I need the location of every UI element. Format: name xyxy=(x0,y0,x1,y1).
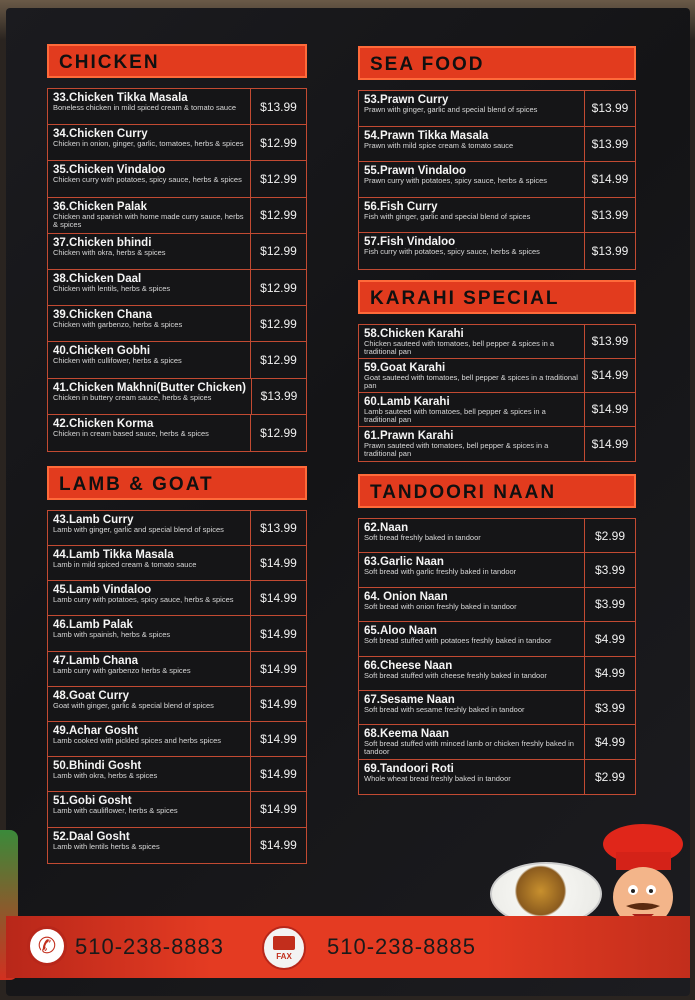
menu-item-description: Lamb curry with potatoes, spicy sauce, herbs & spices xyxy=(53,595,234,605)
menu-item-text xyxy=(48,89,251,124)
section-title-chicken: CHICKEN xyxy=(47,44,307,78)
menu-item-description: Chicken with lentils, herbs & spices xyxy=(53,283,171,293)
menu-item-row xyxy=(359,622,635,656)
menu-item-description: Whole wheat bread freshly baked in tandoor xyxy=(364,773,511,783)
menu-item-price: $12.99 xyxy=(260,244,297,259)
menu-item-description: Chicken with garbenzo, herbs & spices xyxy=(53,320,183,330)
menu-item-name: 47.Lamb Chana xyxy=(53,654,138,667)
menu-item-name: 38.Chicken Daal xyxy=(53,272,142,285)
menu-item-text xyxy=(48,161,251,196)
menu-item-row xyxy=(359,519,635,553)
menu-item-name: 34.Chicken Curry xyxy=(53,128,148,141)
menu-item-name: 62.Naan xyxy=(364,521,409,534)
menu-item-price: $14.99 xyxy=(591,368,629,383)
menu-item-text xyxy=(48,722,251,756)
karahi-menu-table xyxy=(358,324,636,462)
menu-item-text xyxy=(359,622,585,655)
menu-item-description: Lamb with ginger, garlic and special blend of spices xyxy=(53,524,224,534)
menu-item-row xyxy=(48,546,306,581)
menu-item-description: Lamb with cauliflower, herbs & spices xyxy=(53,806,178,816)
lamb-goat-menu-table xyxy=(47,510,307,864)
menu-item-price: $14.99 xyxy=(591,402,629,417)
menu-item-price: $12.99 xyxy=(260,316,297,331)
menu-item-price: $12.99 xyxy=(260,352,297,367)
fax-label: FAX xyxy=(276,951,292,961)
menu-item-text xyxy=(48,234,251,269)
menu-item-price: $14.99 xyxy=(260,591,297,606)
menu-item-row xyxy=(48,161,306,197)
menu-item-description: Soft bread with onion freshly baked in tandoor xyxy=(364,601,517,611)
menu-item-price: $14.99 xyxy=(260,556,297,571)
fax-icon xyxy=(262,926,306,970)
menu-item-price: $14.99 xyxy=(260,661,297,676)
menu-item-row xyxy=(359,233,635,269)
menu-item-text xyxy=(48,757,251,791)
menu-item-row xyxy=(359,127,635,163)
menu-item-row xyxy=(48,616,306,651)
menu-item-description: Prawn curry with potatoes, spicy sauce, herbs & spices xyxy=(364,176,547,186)
menu-item-row xyxy=(48,415,306,451)
menu-item-row xyxy=(48,757,306,792)
seafood-menu-table xyxy=(358,90,636,270)
menu-item-row xyxy=(48,687,306,722)
menu-item-description: Goat with ginger, garlic & special blend of spices xyxy=(53,700,214,710)
menu-item-price: $13.99 xyxy=(591,101,629,116)
menu-item-price: $13.99 xyxy=(591,334,629,349)
menu-item-row xyxy=(359,760,635,794)
menu-item-text xyxy=(359,233,585,269)
menu-item-name: 63.Garlic Naan xyxy=(364,556,444,569)
menu-item-price: $3.99 xyxy=(594,597,626,612)
menu-item-price: $14.99 xyxy=(591,436,629,451)
menu-item-description: Soft bread stuffed with cheese freshly baked in tandoor xyxy=(364,670,547,680)
menu-item-text xyxy=(48,270,251,305)
menu-item-text xyxy=(359,393,585,426)
menu-item-description: Chicken with cullifower, herbs & spices xyxy=(53,356,182,366)
menu-item-row xyxy=(359,725,635,759)
menu-item-price: $13.99 xyxy=(591,208,629,223)
menu-item-row xyxy=(48,722,306,757)
menu-item-description: Chicken and spanish with home made curry sauce, herbs & spices xyxy=(53,211,244,229)
menu-item-price: $13.99 xyxy=(260,99,297,114)
menu-item-name: 40.Chicken Gobhi xyxy=(53,345,151,358)
menu-item-name: 39.Chicken Chana xyxy=(53,309,153,322)
menu-item-text xyxy=(48,687,251,721)
menu-item-text xyxy=(48,306,251,341)
menu-item-description: Chicken in onion, ginger, garlic, tomatoes, herbs & spices xyxy=(53,139,244,149)
menu-item-description: Lamb sauteed with tomatoes, bell pepper & spices in a traditional pan xyxy=(364,406,546,424)
menu-item-description: Chicken in buttery cream sauce, herbs & spices xyxy=(53,392,212,402)
menu-item-price: $3.99 xyxy=(594,563,626,578)
menu-item-name: 56.Fish Curry xyxy=(364,200,438,213)
menu-item-name: 69.Tandoori Roti xyxy=(364,762,454,775)
menu-item-name: 59.Goat Karahi xyxy=(364,361,446,374)
menu-item-name: 54.Prawn Tikka Masala xyxy=(364,129,489,142)
menu-item-row xyxy=(359,198,635,234)
menu-item-price: $13.99 xyxy=(591,244,629,259)
section-title-naan: TANDOORI NAAN xyxy=(358,474,636,508)
chicken-menu-table xyxy=(47,88,307,452)
section-title-karahi: KARAHI SPECIAL xyxy=(358,280,636,314)
menu-item-text xyxy=(359,519,585,552)
menu-item-row xyxy=(48,792,306,827)
menu-item-description: Chicken curry with potatoes, spicy sauce, herbs & spices xyxy=(53,175,242,185)
menu-item-price: $2.99 xyxy=(594,528,626,543)
menu-item-name: 48.Goat Curry xyxy=(53,689,130,702)
menu-item-text xyxy=(359,198,585,233)
menu-item-price: $13.99 xyxy=(260,389,298,404)
menu-item-price: $12.99 xyxy=(260,208,297,223)
menu-item-name: 33.Chicken Tikka Masala xyxy=(53,92,188,104)
left-column xyxy=(47,44,307,864)
menu-item-description: Chicken in cream based sauce, herbs & spices xyxy=(53,428,209,438)
menu-item-row xyxy=(48,198,306,234)
menu-item-text xyxy=(48,415,251,451)
menu-item-text xyxy=(48,342,251,377)
menu-item-name: 44.Lamb Tikka Masala xyxy=(53,549,174,562)
menu-item-price: $12.99 xyxy=(260,135,297,150)
menu-item-row xyxy=(48,342,306,378)
menu-item-description: Boneless chicken in mild spiced cream & tomato sauce xyxy=(53,103,237,112)
menu-item-description: Chicken with okra, herbs & spices xyxy=(53,247,166,257)
menu-item-row xyxy=(48,828,306,863)
menu-item-price: $14.99 xyxy=(260,767,297,782)
menu-item-price: $4.99 xyxy=(594,631,626,646)
menu-item-text xyxy=(48,125,251,160)
menu-item-name: 45.Lamb Vindaloo xyxy=(53,584,152,597)
menu-item-text xyxy=(48,616,251,650)
menu-item-text xyxy=(359,760,585,794)
menu-item-text xyxy=(359,325,585,358)
menu-item-text xyxy=(48,546,251,580)
menu-item-description: Lamb cooked with pickled spices and herbs spices xyxy=(53,736,222,745)
menu-item-price: $12.99 xyxy=(260,171,297,186)
menu-item-text xyxy=(359,657,585,690)
menu-item-price: $12.99 xyxy=(260,280,297,295)
menu-item-price: $14.99 xyxy=(260,732,297,747)
menu-item-name: 35.Chicken Vindaloo xyxy=(53,164,166,177)
menu-item-name: 52.Daal Gosht xyxy=(53,830,130,843)
menu-item-name: 64. Onion Naan xyxy=(364,590,448,603)
menu-item-name: 53.Prawn Curry xyxy=(364,94,449,106)
menu-item-name: 55.Prawn Vindaloo xyxy=(364,165,467,178)
menu-item-description: Lamb with lentils herbs & spices xyxy=(53,841,160,851)
menu-item-price: $14.99 xyxy=(260,696,297,711)
menu-item-price: $4.99 xyxy=(594,735,626,749)
menu-item-name: 42.Chicken Korma xyxy=(53,417,154,430)
menu-item-price: $13.99 xyxy=(591,136,629,151)
menu-item-description: Soft bread freshly baked in tandoor xyxy=(364,532,481,542)
menu-item-description: Fish curry with potatoes, spicy sauce, herbs & spices xyxy=(364,247,540,257)
menu-item-name: 49.Achar Gosht xyxy=(53,725,138,737)
menu-item-text xyxy=(48,379,252,414)
menu-item-price: $13.99 xyxy=(260,520,297,535)
menu-item-text xyxy=(359,359,585,392)
menu-item-row xyxy=(359,691,635,725)
menu-item-row xyxy=(359,162,635,198)
menu-item-description: Lamb curry with garbenzo herbs & spices xyxy=(53,665,191,675)
menu-item-row xyxy=(359,359,635,393)
menu-item-text xyxy=(359,162,585,197)
menu-item-row xyxy=(359,325,635,359)
menu-item-description: Chicken sauteed with tomatoes, bell pepper & spices in a traditional pan xyxy=(364,338,555,356)
menu-item-row xyxy=(359,553,635,587)
menu-item-price: $14.99 xyxy=(260,838,297,853)
fax-number: 510-238-8885 xyxy=(327,934,477,959)
menu-item-text xyxy=(359,553,585,586)
naan-menu-table xyxy=(358,518,636,795)
menu-item-text xyxy=(48,792,251,826)
menu-item-text xyxy=(359,691,585,724)
phone-number[interactable]: 510-238-8883 xyxy=(75,934,225,959)
menu-item-description: Lamb in mild spiced cream & tomato sauce xyxy=(53,560,197,570)
menu-item-name: 37.Chicken bhindi xyxy=(53,236,152,249)
menu-item-row xyxy=(48,270,306,306)
menu-item-text xyxy=(48,581,251,615)
menu-item-description: Prawn sauteed with tomatoes, bell pepper & spices in a traditional pan xyxy=(364,440,549,458)
menu-item-name: 46.Lamb Palak xyxy=(53,619,133,632)
menu-item-name: 67.Sesame Naan xyxy=(364,693,455,706)
menu-item-name: 51.Gobi Gosht xyxy=(53,795,132,808)
menu-item-description: Goat sauteed with tomatoes, bell pepper & spices in a traditional pan xyxy=(364,372,578,390)
section-title-seafood: SEA FOOD xyxy=(358,46,636,80)
menu-item-text xyxy=(48,511,251,545)
menu-item-text xyxy=(359,725,585,758)
menu-item-price: $14.99 xyxy=(260,802,297,817)
menu-item-description: Prawn with ginger, garlic and special blend of spices xyxy=(364,105,538,114)
menu-item-description: Prawn with mild spice cream & tomato sauce xyxy=(364,140,514,150)
menu-item-row xyxy=(359,91,635,127)
menu-item-name: 57.Fish Vindaloo xyxy=(364,236,456,249)
menu-item-row xyxy=(359,427,635,461)
menu-item-name: 60.Lamb Karahi xyxy=(364,395,450,408)
menu-item-description: Fish with ginger, garlic and special blend of spices xyxy=(364,211,531,221)
menu-item-name: 68.Keema Naan xyxy=(364,728,450,741)
menu-item-text xyxy=(359,427,585,461)
menu-item-row xyxy=(48,581,306,616)
menu-item-row xyxy=(359,588,635,622)
section-title-lamb-goat: LAMB & GOAT xyxy=(47,466,307,500)
right-column xyxy=(358,46,636,795)
menu-item-text xyxy=(48,198,251,233)
menu-item-row xyxy=(48,89,306,125)
phone-icon: ✆ xyxy=(27,926,67,966)
menu-item-price: $4.99 xyxy=(594,666,626,681)
menu-item-row xyxy=(48,379,306,415)
menu-item-description: Lamb with spainish, herbs & spices xyxy=(53,630,171,640)
menu-item-price: $14.99 xyxy=(591,172,629,187)
menu-item-text xyxy=(359,588,585,621)
menu-item-name: 36.Chicken Palak xyxy=(53,200,147,213)
menu-item-name: 50.Bhindi Gosht xyxy=(53,760,142,773)
menu-item-description: Lamb with okra, herbs & spices xyxy=(53,771,158,781)
menu-item-name: 58.Chicken Karahi xyxy=(364,327,464,340)
menu-item-row xyxy=(48,306,306,342)
menu-item-description: Soft bread with sesame freshly baked in tandoor xyxy=(364,704,525,714)
menu-item-name: 65.Aloo Naan xyxy=(364,625,437,638)
menu-item-row xyxy=(359,393,635,427)
menu-item-description: Soft bread stuffed with minced lamb or chicken freshly baked in tandoor xyxy=(364,739,574,757)
menu-item-description: Soft bread with garlic freshly baked in tandoor xyxy=(364,567,517,577)
menu-item-price: $14.99 xyxy=(260,626,297,641)
menu-item-row xyxy=(48,652,306,687)
menu-item-description: Soft bread stuffed with potatoes freshly baked in tandoor xyxy=(364,636,552,646)
menu-item-row xyxy=(48,234,306,270)
menu-item-text xyxy=(359,91,585,126)
menu-item-name: 66.Cheese Naan xyxy=(364,659,453,672)
menu-item-row xyxy=(48,125,306,161)
menu-item-row xyxy=(48,511,306,546)
menu-item-name: 41.Chicken Makhni(Butter Chicken) xyxy=(53,381,246,394)
menu-item-name: 43.Lamb Curry xyxy=(53,513,134,526)
menu-item-text xyxy=(359,127,585,162)
menu-item-price: $2.99 xyxy=(594,769,626,784)
menu-item-price: $12.99 xyxy=(260,425,297,440)
menu-item-price: $3.99 xyxy=(594,700,626,715)
menu-item-text xyxy=(48,652,251,686)
menu-item-name: 61.Prawn Karahi xyxy=(364,429,454,442)
menu-item-row xyxy=(359,657,635,691)
menu-item-text xyxy=(48,828,251,863)
